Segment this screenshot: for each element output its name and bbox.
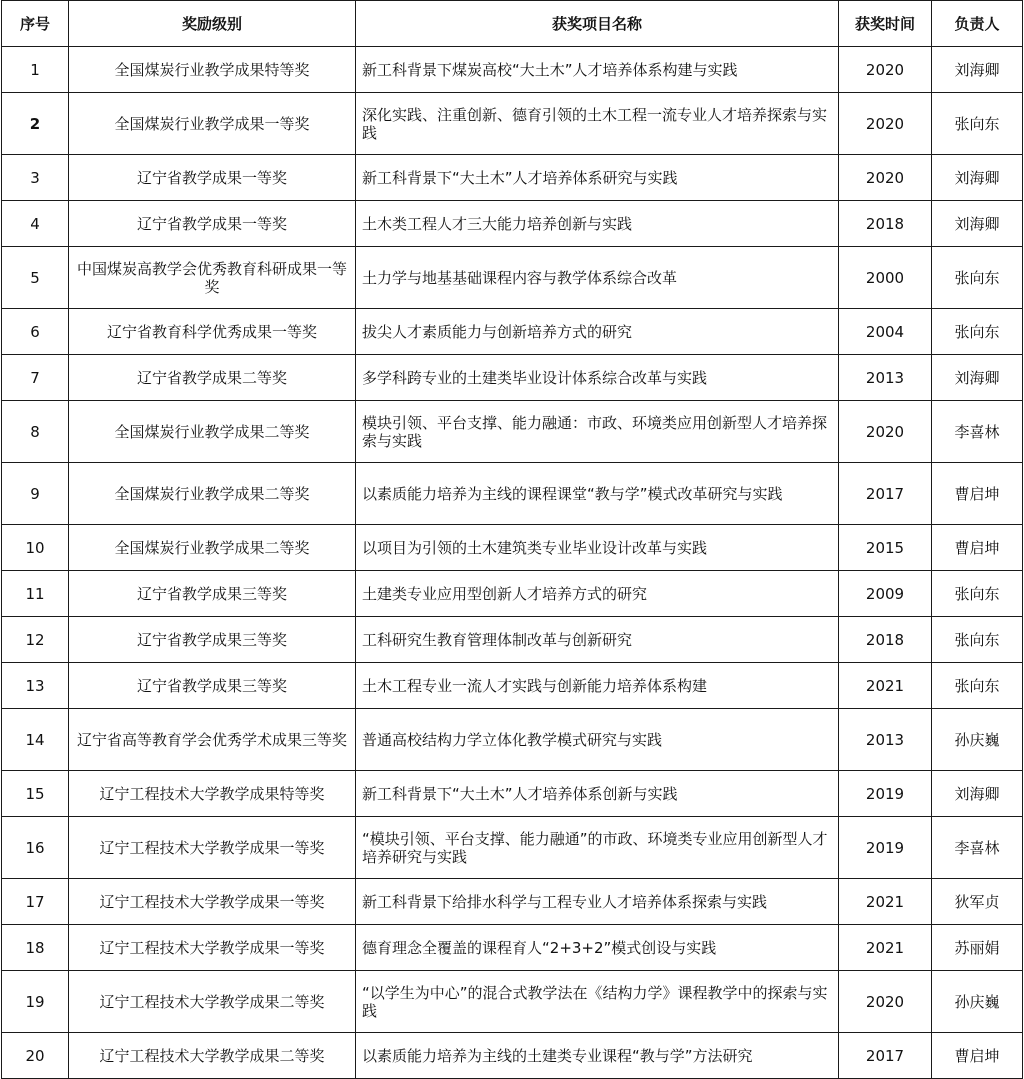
award-year: 2020 [839,93,932,155]
table-row [2,879,1023,925]
row-number: 3 [2,155,69,201]
award-level: 中国煤炭高教学会优秀教育科研成果一等奖 [69,247,356,309]
award-level: 辽宁省教学成果二等奖 [69,355,356,401]
project-title: 新工科背景下煤炭高校“大土木”人才培养体系构建与实践 [356,47,839,93]
project-lead: 苏丽娟 [932,925,1023,971]
project-title: 新工科背景下“大土木”人才培养体系研究与实践 [356,155,839,201]
project-lead: 李喜林 [932,817,1023,879]
row-number: 18 [2,925,69,971]
award-level: 辽宁工程技术大学教学成果一等奖 [69,925,356,971]
award-year: 2019 [839,771,932,817]
header-lead: 负责人 [932,1,1023,47]
award-year: 2018 [839,617,932,663]
row-number: 15 [2,771,69,817]
project-lead: 刘海卿 [932,771,1023,817]
project-lead: 张向东 [932,571,1023,617]
table-row [2,401,1023,463]
award-level: 辽宁工程技术大学教学成果一等奖 [69,879,356,925]
table-row [2,155,1023,201]
header-level: 奖励级别 [69,1,356,47]
award-level: 全国煤炭行业教学成果特等奖 [69,47,356,93]
awards-table [1,0,1023,1079]
award-level: 辽宁省教学成果一等奖 [69,201,356,247]
project-lead: 刘海卿 [932,201,1023,247]
award-year: 2021 [839,925,932,971]
project-title: 深化实践、注重创新、德育引领的土木工程一流专业人才培养探索与实践 [356,93,839,155]
award-level: 辽宁省教学成果三等奖 [69,571,356,617]
project-title: 模块引领、平台支撑、能力融通：市政、环境类应用创新型人才培养探索与实践 [356,401,839,463]
table-row [2,355,1023,401]
project-title: 以素质能力培养为主线的课程课堂“教与学”模式改革研究与实践 [356,463,839,525]
table-row [2,93,1023,155]
project-title: 以素质能力培养为主线的土建类专业课程“教与学”方法研究 [356,1033,839,1079]
award-level: 辽宁工程技术大学教学成果二等奖 [69,1033,356,1079]
project-title: 工科研究生教育管理体制改革与创新研究 [356,617,839,663]
award-year: 2021 [839,879,932,925]
award-level: 辽宁省教育科学优秀成果一等奖 [69,309,356,355]
award-level: 辽宁工程技术大学教学成果二等奖 [69,971,356,1033]
project-lead: 曹启坤 [932,1033,1023,1079]
row-number: 11 [2,571,69,617]
award-year: 2004 [839,309,932,355]
row-number: 2 [2,93,69,155]
award-year: 2020 [839,971,932,1033]
award-year: 2021 [839,663,932,709]
award-year: 2013 [839,355,932,401]
project-title: 新工科背景下给排水科学与工程专业人才培养体系探索与实践 [356,879,839,925]
row-number: 6 [2,309,69,355]
award-level: 辽宁省高等教育学会优秀学术成果三等奖 [69,709,356,771]
table-row [2,971,1023,1033]
row-number: 16 [2,817,69,879]
project-title: “以学生为中心”的混合式教学法在《结构力学》课程教学中的探索与实践 [356,971,839,1033]
row-number: 8 [2,401,69,463]
row-number: 12 [2,617,69,663]
project-lead: 张向东 [932,247,1023,309]
award-level: 辽宁省教学成果三等奖 [69,617,356,663]
project-lead: 张向东 [932,663,1023,709]
project-lead: 张向东 [932,617,1023,663]
project-title: 拔尖人才素质能力与创新培养方式的研究 [356,309,839,355]
project-title: “模块引领、平台支撑、能力融通”的市政、环境类专业应用创新型人才培养研究与实践 [356,817,839,879]
project-lead: 孙庆巍 [932,709,1023,771]
project-title: 土建类专业应用型创新人才培养方式的研究 [356,571,839,617]
table-row [2,771,1023,817]
project-lead: 李喜林 [932,401,1023,463]
award-year: 2020 [839,47,932,93]
award-level: 全国煤炭行业教学成果一等奖 [69,93,356,155]
row-number: 19 [2,971,69,1033]
row-number: 14 [2,709,69,771]
row-number: 13 [2,663,69,709]
project-lead: 刘海卿 [932,47,1023,93]
award-year: 2020 [839,401,932,463]
table-row [2,709,1023,771]
row-number: 20 [2,1033,69,1079]
project-lead: 孙庆巍 [932,971,1023,1033]
project-lead: 曹启坤 [932,463,1023,525]
award-level: 辽宁工程技术大学教学成果一等奖 [69,817,356,879]
award-year: 2019 [839,817,932,879]
award-year: 2015 [839,525,932,571]
row-number: 5 [2,247,69,309]
project-title: 新工科背景下“大土木”人才培养体系创新与实践 [356,771,839,817]
row-number: 9 [2,463,69,525]
table-row [2,925,1023,971]
project-lead: 狄军贞 [932,879,1023,925]
table-row [2,617,1023,663]
project-lead: 刘海卿 [932,355,1023,401]
project-title: 德育理念全覆盖的课程育人“2+3+2”模式创设与实践 [356,925,839,971]
project-title: 多学科跨专业的土建类毕业设计体系综合改革与实践 [356,355,839,401]
header-title: 获奖项目名称 [356,1,839,47]
project-title: 土木类工程人才三大能力培养创新与实践 [356,201,839,247]
project-lead: 曹启坤 [932,525,1023,571]
award-year: 2017 [839,1033,932,1079]
award-year: 2018 [839,201,932,247]
row-number: 4 [2,201,69,247]
table-row [2,571,1023,617]
table-row [2,817,1023,879]
award-level: 全国煤炭行业教学成果二等奖 [69,525,356,571]
award-year: 2013 [839,709,932,771]
award-level: 辽宁省教学成果一等奖 [69,155,356,201]
table-row [2,463,1023,525]
table-row [2,47,1023,93]
project-lead: 刘海卿 [932,155,1023,201]
award-level: 辽宁工程技术大学教学成果特等奖 [69,771,356,817]
row-number: 1 [2,47,69,93]
row-number: 7 [2,355,69,401]
project-title: 普通高校结构力学立体化教学模式研究与实践 [356,709,839,771]
table-row [2,663,1023,709]
header-year: 获奖时间 [839,1,932,47]
award-year: 2009 [839,571,932,617]
header-no: 序号 [2,1,69,47]
table-row [2,1033,1023,1079]
award-year: 2017 [839,463,932,525]
table-row [2,309,1023,355]
project-title: 土木工程专业一流人才实践与创新能力培养体系构建 [356,663,839,709]
project-title: 以项目为引领的土木建筑类专业毕业设计改革与实践 [356,525,839,571]
award-level: 全国煤炭行业教学成果二等奖 [69,463,356,525]
award-level: 辽宁省教学成果三等奖 [69,663,356,709]
award-year: 2020 [839,155,932,201]
row-number: 17 [2,879,69,925]
project-title: 土力学与地基基础课程内容与教学体系综合改革 [356,247,839,309]
row-number: 10 [2,525,69,571]
project-lead: 张向东 [932,309,1023,355]
award-level: 全国煤炭行业教学成果二等奖 [69,401,356,463]
award-year: 2000 [839,247,932,309]
project-lead: 张向东 [932,93,1023,155]
table-row [2,201,1023,247]
header-row [2,1,1023,47]
table-row [2,525,1023,571]
table-row [2,247,1023,309]
